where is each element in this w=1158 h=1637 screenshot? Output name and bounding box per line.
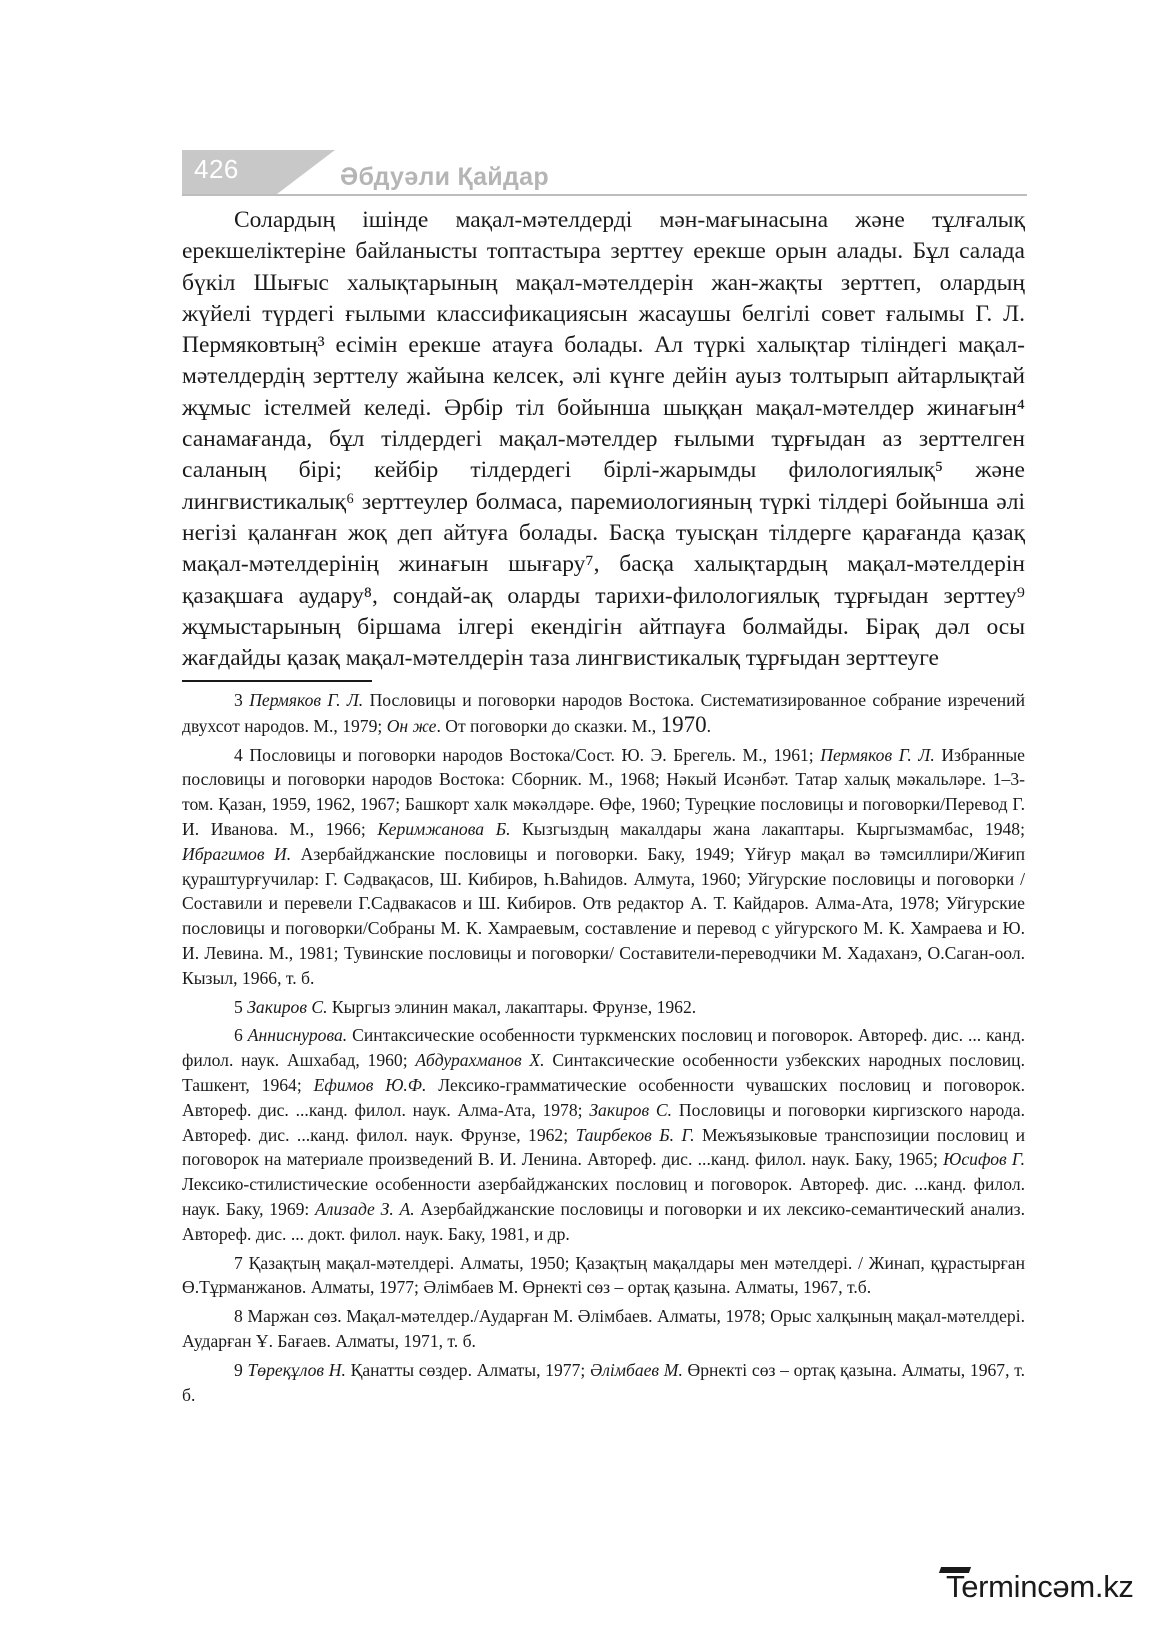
- footnote-text: Синтаксические особенности узбекских народных пословиц. Ташкент, 1964;: [182, 1050, 1025, 1095]
- footnote-text: . От поговорки до сказки. М.,: [436, 715, 661, 736]
- footnote-9: [182, 1358, 1025, 1408]
- footnote-4: [182, 743, 1025, 991]
- footnote-text: Лексико-грамматические особенности чувашских пословиц и поговорок. Автореф. дис. ...канд. филол. наук. Алма-Ата, 1978;: [182, 1074, 1025, 1120]
- footnote-author: Пермяков Г. Л.: [820, 744, 935, 765]
- footnote-year: 1970: [660, 711, 707, 737]
- footnote-author: Керимжанова Б.: [377, 818, 511, 839]
- footnote-text: Кызгыздың макалдары жана лакаптары. Кыргызмамбас, 1948;: [510, 818, 1025, 839]
- footnote-text: Пословицы и поговорки народов Востока. Систематизированное собрание изречений двухсот народов. М., 1979;: [182, 690, 1026, 736]
- footnote-number: 6: [234, 1025, 248, 1046]
- footnote-number: 7: [234, 1252, 249, 1273]
- page-number: 426: [194, 154, 239, 184]
- footnote-text: Өрнекті сөз – ортақ қазына. Алматы, 1967, т. б.: [182, 1359, 1025, 1405]
- footnote-number: 9: [234, 1359, 248, 1380]
- footnote-5: [182, 995, 1025, 1020]
- footnote-author: Төреқұлов Н.: [247, 1359, 346, 1380]
- footnote-text: Межъязыковые транспозиции пословиц и поговорок на материале произведений В. И. Ленина. Автореф. дис. ...канд. филол. наук. Баку, 1965;: [182, 1124, 1026, 1170]
- termincom-watermark-logo: [940, 1565, 1140, 1615]
- footnote-author: Ибрагимов И.: [182, 843, 292, 864]
- footnote-text: Пословицы и поговорки киргизского народа. Автореф. дис. ...канд. филол. наук. Фрунзе, 1962;: [182, 1099, 1025, 1145]
- footnote-author: Ефимов Ю.Ф.: [313, 1074, 427, 1095]
- footnote-text: Пословицы и поговорки народов Востока/Сост. Ю. Э. Брегель. М., 1961;: [249, 744, 821, 765]
- footnote-text: Азербайджанские пословицы и поговорки и их лексико-семантический анализ. Автореф. дис. ... докт. филол. наук. Баку, 1981, и др.: [182, 1198, 1025, 1244]
- footnote-text: Синтаксические особенности туркменских пословиц и поговорок. Автореф. дис. ... канд. филол. наук. Ашхабад, 1960;: [182, 1025, 1025, 1071]
- footnote-text: Қанатты сөздер. Алматы, 1977;: [345, 1359, 590, 1380]
- footnote-text: Азербайджанские пословицы и поговорки. Баку, 1949; Үйғур мақал вә тәмсиллири/Жиғип қураштурғучилар: Г. Сәдвақасов, Ш. Кибиров, Һ.Ваһидов. Алмута, 1960; Уйгурские пословицы и поговорки /Составили и перевели Г.Садвакасов и Ш. Кибиров. Отв редактор А. Т. Кайдаров. Алма-Ата, 1978; Уйгурские пословицы и поговорки/Собраны М. К. Хамраевым, составление и перевод с уйгурского М. К. Хамраева и Ю. И. Левина. М., 1981; Тувинские пословицы и поговорки/ Составители-переводчики М. Хадаханэ, О.Саган-оол. Кызыл, 1966, т. б.: [182, 843, 1025, 988]
- watermark-text: Termincәm.kz: [946, 1569, 1134, 1604]
- footnote-7: [182, 1251, 1025, 1301]
- footnote-author: Абдурахманов Х.: [415, 1050, 545, 1071]
- footnote-text: Лексико-стилистические особенности азербайджанских пословиц и поговорок. Автореф. дис. ...канд. филол. наук. Баку, 1969:: [182, 1174, 1025, 1219]
- footnote-text: Қазақтың мақал-мәтелдері. Алматы, 1950; Қазақтың мақалдары мен мәтелдері. / Жинап, құрастырған Ө.Тұрманжанов. Алматы, 1977; Әлімбаев М. Өрнекті сөз – ортақ қазына. Алматы, 1967, т.б.: [182, 1252, 1025, 1298]
- footnote-author: Закиров С.: [589, 1099, 673, 1120]
- header-rule: [182, 194, 1027, 196]
- page-number-tab: [182, 150, 277, 194]
- footnote-number: 8: [234, 1306, 248, 1327]
- page-number-wedge: [277, 150, 335, 194]
- footnote-text: Маржан сөз. Мақал-мәтелдер./Аударған М. Әлімбаев. Алматы, 1978; Орыс халқының мақал-мәтелдері. Аударған Ұ. Бағаев. Алматы, 1971, т. б.: [182, 1306, 1025, 1351]
- footnote-separator: [182, 680, 372, 682]
- footnote-author: Ализаде З. А.: [315, 1198, 415, 1219]
- footnote-6: [182, 1023, 1025, 1246]
- footnote-author: Юсифов Г.: [943, 1149, 1025, 1170]
- footnote-number: 4: [234, 744, 250, 765]
- footnote-author: Он же: [386, 715, 437, 736]
- footnote-author: Закиров С.: [247, 996, 328, 1017]
- footnote-author: Әлімбаев М.: [589, 1359, 683, 1380]
- footnote-3: [182, 688, 1025, 739]
- footnote-author: Анниснурова.: [247, 1025, 348, 1046]
- footnote-text: .: [706, 715, 711, 736]
- footnote-number: 3: [234, 690, 250, 710]
- body-paragraph: Солардың ішінде мақал-мәтелдерді мән-мағынасына және тұлғалық ерекшеліктеріне байланысты топтастыра зерттеу ерекше орын алады. Бұл салада бүкіл Шығыс халықтарының мақал-мәтелдерін жан-жақты зерттеп, олардың жүйелі түрдегі ғылыми классификациясын жасаушы белгілі совет ғалымы Г. Л. Пермяковтың³ есімін ерекше атауға болады. Ал түркі халықтар тіліндегі мақал-мәтелдердің зерттелу жайына келсек, әлі күнге дейін ауыз толтырып айтарлықтай жұмыс істелмей келеді. Әрбір тіл бойынша шыққан мақал-мәтелдер жинағын⁴ санамағанда, бұл тілдердегі мақал-мәтелдер ғылыми тұрғыдан аз зерттелген саланың бірі; кейбір тілдердегі бірлі-жарымды филологиялық⁵ және лингвистикалық⁶ зерттеулер болмаса, паремиологияның түркі тілдері бойынша әлі негізі қаланған жоқ деп айтуға болады. Басқа туысқан тілдерге қарағанда қазақ мақал-мәтелдерінің жинағын шығару⁷, басқа халықтардың мақал-мәтелдерін қазақшаға аудару⁸, сондай-ақ оларды тарихи-филологиялық тұрғыдан зерттеу⁹ жұмыстарының біршама ілгері екендігін айтпауға болмайды. Бірақ дәл осы жағдайды қазақ мақал-мәтелдерін таза лингвистикалық тұрғыдан зерттеуге: [182, 207, 1025, 672]
- footnote-author: Таирбеков Б. Г.: [575, 1124, 695, 1145]
- running-header: [182, 150, 1027, 200]
- footnote-author: Пермяков Г. Л.: [249, 690, 364, 710]
- footnote-number: 5: [234, 996, 248, 1017]
- footnote-8: [182, 1304, 1025, 1354]
- footnotes: [182, 688, 1025, 1411]
- footnote-text: Кыргыз элинин макал, лакаптары. Фрунзе, 1962.: [327, 996, 697, 1017]
- running-title: Әбдуәли Қайдар: [340, 163, 549, 191]
- footnote-text: Избранные пословицы и поговорки народов Востока: Сборник. М., 1968; Нәкый Исәнбәт. Татар халық мәкальләре. 1–3-том. Қазан, 1959, 1962, 1967; Башкорт халк мәкәлдәре. Өфе, 1960; Турецкие пословицы и поговорки/Перевод Г. И. Иванова. М., 1966;: [182, 744, 1025, 839]
